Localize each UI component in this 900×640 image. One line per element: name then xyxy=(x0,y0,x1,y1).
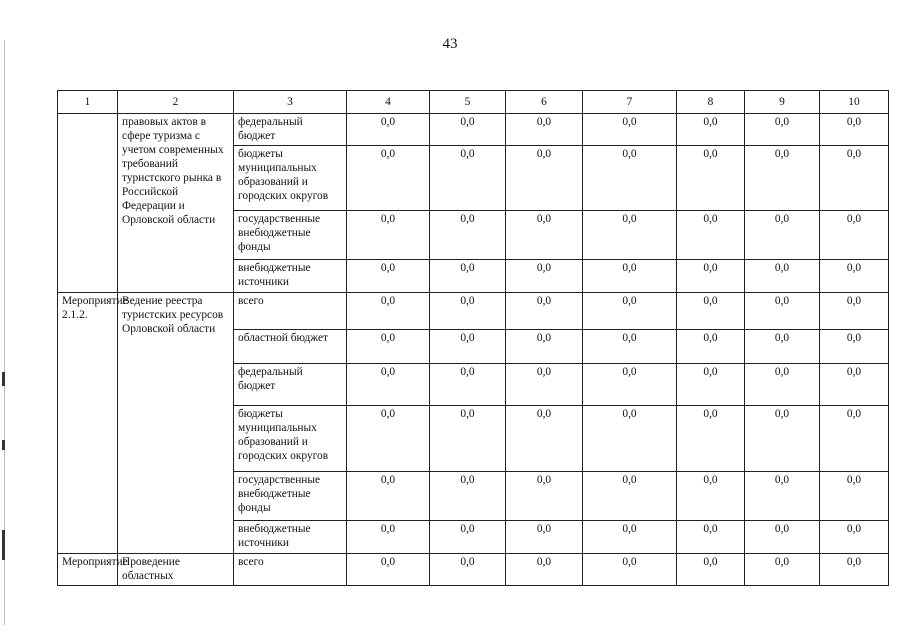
funding-source-cell: государственные внебюджетные фонды xyxy=(234,211,347,260)
amount-cell: 0,0 xyxy=(347,146,430,211)
amount-cell: 0,0 xyxy=(347,293,430,330)
amount-cell: 0,0 xyxy=(347,364,430,406)
amount-cell: 0,0 xyxy=(506,146,583,211)
amount-cell: 0,0 xyxy=(677,260,745,293)
amount-cell: 0,0 xyxy=(347,260,430,293)
amount-cell: 0,0 xyxy=(506,554,583,586)
funding-source-cell: внебюджетные источники xyxy=(234,521,347,554)
funding-source-cell: федеральный бюджет xyxy=(234,114,347,146)
funding-table xyxy=(57,90,889,586)
amount-cell: 0,0 xyxy=(677,406,745,472)
table-row xyxy=(58,293,889,330)
amount-cell: 0,0 xyxy=(820,293,889,330)
column-number-cell: 1 xyxy=(58,91,118,114)
funding-source-cell: внебюджетные источники xyxy=(234,260,347,293)
amount-cell: 0,0 xyxy=(583,364,677,406)
amount-cell: 0,0 xyxy=(506,364,583,406)
amount-cell: 0,0 xyxy=(745,554,820,586)
amount-cell: 0,0 xyxy=(347,330,430,364)
amount-cell: 0,0 xyxy=(347,211,430,260)
amount-cell: 0,0 xyxy=(583,521,677,554)
amount-cell: 0,0 xyxy=(677,521,745,554)
amount-cell: 0,0 xyxy=(430,472,506,521)
amount-cell: 0,0 xyxy=(506,521,583,554)
column-number-cell: 2 xyxy=(118,91,234,114)
column-number-cell: 5 xyxy=(430,91,506,114)
amount-cell: 0,0 xyxy=(506,260,583,293)
amount-cell: 0,0 xyxy=(347,114,430,146)
amount-cell: 0,0 xyxy=(430,554,506,586)
funding-source-cell: всего xyxy=(234,554,347,586)
amount-cell: 0,0 xyxy=(820,211,889,260)
amount-cell: 0,0 xyxy=(430,114,506,146)
measure-code-cell xyxy=(58,114,118,293)
amount-cell: 0,0 xyxy=(347,472,430,521)
funding-source-cell: федеральный бюджет xyxy=(234,364,347,406)
amount-cell: 0,0 xyxy=(347,554,430,586)
amount-cell: 0,0 xyxy=(677,293,745,330)
amount-cell: 0,0 xyxy=(583,406,677,472)
funding-source-cell: областной бюджет xyxy=(234,330,347,364)
measure-code-cell: Мероприятие xyxy=(58,554,118,586)
amount-cell: 0,0 xyxy=(745,472,820,521)
column-number-cell: 8 xyxy=(677,91,745,114)
amount-cell: 0,0 xyxy=(677,211,745,260)
amount-cell: 0,0 xyxy=(677,330,745,364)
column-number-cell: 3 xyxy=(234,91,347,114)
amount-cell: 0,0 xyxy=(506,330,583,364)
amount-cell: 0,0 xyxy=(430,330,506,364)
amount-cell: 0,0 xyxy=(583,114,677,146)
amount-cell: 0,0 xyxy=(430,406,506,472)
amount-cell: 0,0 xyxy=(506,406,583,472)
amount-cell: 0,0 xyxy=(583,472,677,521)
amount-cell: 0,0 xyxy=(820,146,889,211)
page-number: 43 xyxy=(442,36,458,52)
column-number-cell: 7 xyxy=(583,91,677,114)
table-row xyxy=(58,554,889,586)
amount-cell: 0,0 xyxy=(820,364,889,406)
column-number-cell: 4 xyxy=(347,91,430,114)
measure-name-cell: Ведение реестра туристских ресурсов Орловской области xyxy=(118,293,234,554)
funding-source-cell: бюджеты муниципальных образований и городских округов xyxy=(234,406,347,472)
amount-cell: 0,0 xyxy=(677,146,745,211)
amount-cell: 0,0 xyxy=(820,472,889,521)
amount-cell: 0,0 xyxy=(745,521,820,554)
amount-cell: 0,0 xyxy=(677,364,745,406)
amount-cell: 0,0 xyxy=(583,554,677,586)
amount-cell: 0,0 xyxy=(820,260,889,293)
amount-cell: 0,0 xyxy=(820,521,889,554)
amount-cell: 0,0 xyxy=(677,472,745,521)
amount-cell: 0,0 xyxy=(745,146,820,211)
scan-mark xyxy=(2,440,5,450)
amount-cell: 0,0 xyxy=(430,364,506,406)
column-number-row xyxy=(58,91,889,114)
funding-source-cell: государственные внебюджетные фонды xyxy=(234,472,347,521)
amount-cell: 0,0 xyxy=(583,330,677,364)
amount-cell: 0,0 xyxy=(820,114,889,146)
funding-source-cell: бюджеты муниципальных образований и городских округов xyxy=(234,146,347,211)
amount-cell: 0,0 xyxy=(430,211,506,260)
amount-cell: 0,0 xyxy=(745,364,820,406)
measure-code-cell: Мероприятие 2.1.2. xyxy=(58,293,118,554)
amount-cell: 0,0 xyxy=(745,260,820,293)
amount-cell: 0,0 xyxy=(506,211,583,260)
amount-cell: 0,0 xyxy=(347,406,430,472)
measure-name-cell: правовых актов в сфере туризма с учетом современных требований туристского рынка в Российской Федерации и Орловской области xyxy=(118,114,234,293)
amount-cell: 0,0 xyxy=(745,114,820,146)
amount-cell: 0,0 xyxy=(677,554,745,586)
amount-cell: 0,0 xyxy=(745,406,820,472)
table-row xyxy=(58,114,889,146)
amount-cell: 0,0 xyxy=(430,521,506,554)
amount-cell: 0,0 xyxy=(583,146,677,211)
amount-cell: 0,0 xyxy=(820,330,889,364)
funding-source-cell: всего xyxy=(234,293,347,330)
amount-cell: 0,0 xyxy=(745,293,820,330)
amount-cell: 0,0 xyxy=(677,114,745,146)
amount-cell: 0,0 xyxy=(745,211,820,260)
amount-cell: 0,0 xyxy=(820,554,889,586)
amount-cell: 0,0 xyxy=(506,114,583,146)
amount-cell: 0,0 xyxy=(506,293,583,330)
scan-mark xyxy=(2,372,5,386)
column-number-cell: 6 xyxy=(506,91,583,114)
amount-cell: 0,0 xyxy=(745,330,820,364)
column-number-cell: 10 xyxy=(820,91,889,114)
column-number-cell: 9 xyxy=(745,91,820,114)
amount-cell: 0,0 xyxy=(430,146,506,211)
measure-name-cell: Проведение областных xyxy=(118,554,234,586)
scan-mark xyxy=(2,530,5,560)
amount-cell: 0,0 xyxy=(347,521,430,554)
amount-cell: 0,0 xyxy=(820,406,889,472)
amount-cell: 0,0 xyxy=(583,260,677,293)
amount-cell: 0,0 xyxy=(430,293,506,330)
amount-cell: 0,0 xyxy=(583,211,677,260)
amount-cell: 0,0 xyxy=(506,472,583,521)
amount-cell: 0,0 xyxy=(430,260,506,293)
amount-cell: 0,0 xyxy=(583,293,677,330)
